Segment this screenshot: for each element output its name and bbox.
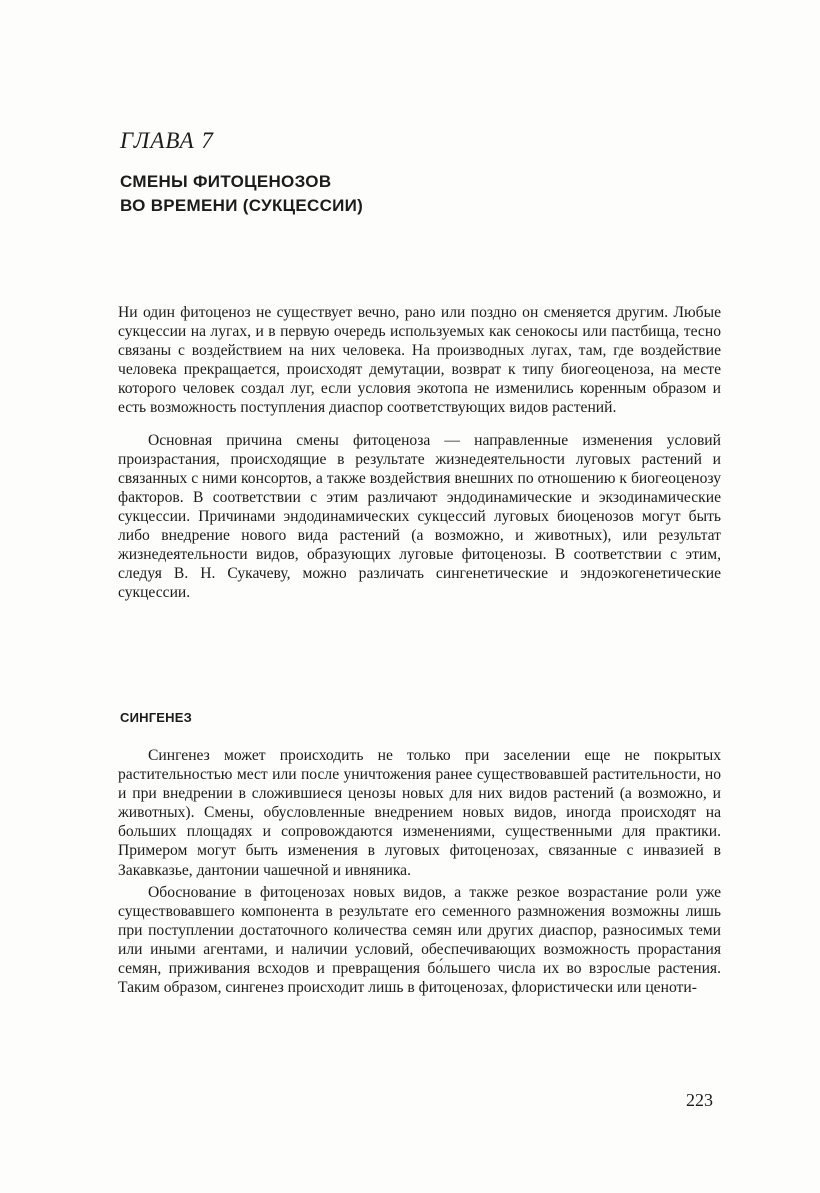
chapter-title-line-1: СМЕНЫ ФИТОЦЕНОЗОВ: [120, 172, 332, 191]
page-number: 223: [686, 1090, 713, 1110]
chapter-label: ГЛАВА 7: [120, 128, 214, 153]
section-heading: СИНГЕНЕЗ: [120, 710, 192, 725]
intro-paragraph-1: Ни один фитоценоз не существует вечно, рано или поздно он сменяется другим. Любые сукцессии на лугах, и в первую очередь используемых как сенокосы или пастбища, тесно связаны с воздействием на них человека. На производных лугах, там, где воздействие человека прекращается, происходят демутации, возврат к типу биогеоценоза, на месте которого человек создал луг, если условия экотопа не изменились коренным образом и есть возможность поступления диаспор соответствующих видов растений.: [118, 304, 721, 417]
syngenesis-paragraph-1: Сингенез может происходить не только при заселении еще не покрытых растительностью мест или после уничтожения ранее существовавшей растительности, но и при внедрении в сложившиеся ценозы новых для них видов растений (а возможно, и животных). Смены, обусловленные внедрением новых видов, иногда происходят на больших площадях и сопровождаются изменениями, существенными для практики. Примером могут быть изменения в луговых фитоценозах, связанные с инвазией в Закавказье, дантонии чашечной и ивняника.: [118, 747, 721, 879]
chapter-title-line-2: ВО ВРЕМЕНИ (СУКЦЕССИИ): [120, 196, 364, 215]
syngenesis-paragraph-2: Обоснование в фитоценозах новых видов, а также резкое возрастание роли уже существовавшего компонента в результате его семенного размножения возможны лишь при поступлении достаточного количества семян или других диаспор, разносимых теми или иными агентами, и наличии условий, обеспечивающих возможность прорастания семян, приживания всходов и превращения бо́льшего числа их во взрослые растения. Таким образом, сингенез происходит лишь в фитоценозах, флористически или ценоти-: [118, 883, 721, 997]
chapter-title: [120, 170, 363, 218]
intro-text: [118, 303, 721, 602]
intro-paragraph-2: Основная причина смены фитоценоза — направленные изменения условий произрастания, происходящие в результате жизнедеятельности луговых растений и связанных с ними консортов, а также воздействия внешних по отношению к биогеоценозу факторов. В соответствии с этим различают эндодинамические и экзодинамические сукцессии. Причинами эндодинамических сукцессий луговых биоценозов могут быть либо внедрение нового вида растений (а возможно, и животных), или результат жизнедеятельности видов, образующих луговые фитоценозы. В соответствии с этим, следуя В. Н. Сукачеву, можно различать сингенетические и эндоэкогенетические сукцессии.: [118, 431, 721, 602]
syngenesis-text: [118, 746, 721, 997]
